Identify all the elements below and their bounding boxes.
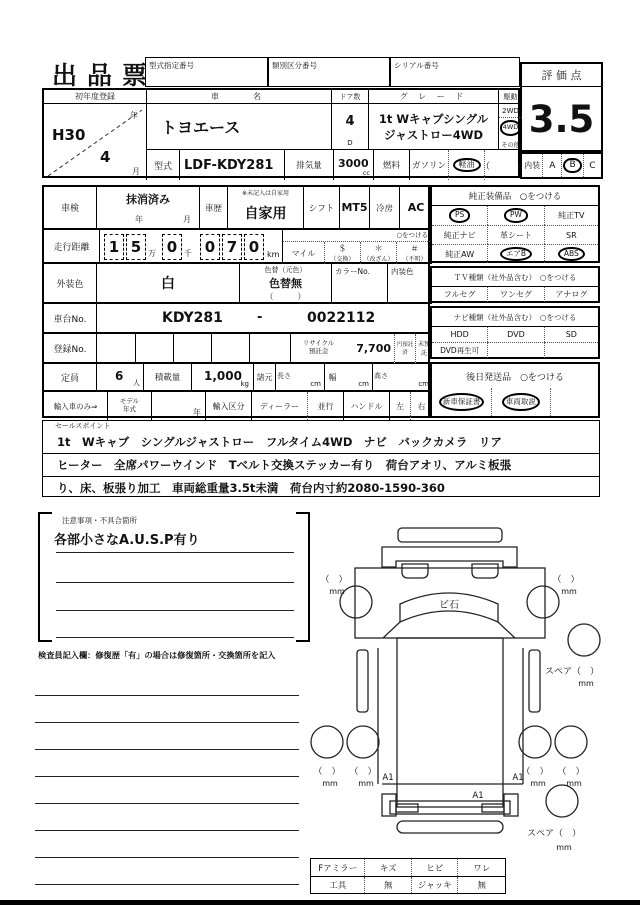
navi-empty-cell: [488, 342, 544, 358]
inspector-note: 検査員記入欄：修復歴「有」の場合は修復箇所・交換箇所を記入: [38, 650, 276, 660]
mile-tampered: ＊ （改ざん）: [361, 242, 397, 264]
interior-color-cell: 内装色: [388, 264, 432, 304]
doors-unit: D: [347, 139, 353, 147]
model-code-value: LDF-KDY281: [180, 150, 285, 180]
equip-sr: SR: [545, 225, 598, 244]
month-unit: 月: [132, 167, 140, 176]
interior-label: 内装: [522, 154, 543, 177]
mileage-digit: 7: [222, 234, 242, 260]
mile-block: [282, 230, 432, 264]
equip-leather: 革シート: [488, 225, 544, 244]
shaken-cell: [97, 187, 200, 230]
model-year-label: モデル 年式: [108, 392, 152, 420]
fuel-paren: （ ）: [481, 161, 527, 172]
tools-value: 無: [365, 877, 412, 893]
mileage-label: 走行距離: [44, 230, 100, 264]
cargo-bed: [397, 638, 503, 807]
tv-type-box: [430, 266, 600, 303]
right-tail-lamp: [482, 804, 504, 812]
equip-aw: 純正AW: [432, 244, 488, 263]
color-no-cell: カラーNo.: [332, 264, 388, 304]
left-tail-lamp: [396, 804, 418, 812]
notes-text: 各部小さなA.U.S.P有り: [54, 533, 200, 548]
equip-pw: PW: [488, 206, 544, 225]
grade-line1: 1t Wキャブシングル: [378, 111, 489, 126]
height-value: cm: [389, 364, 432, 392]
recycle-label: リサイクル 預託金: [290, 334, 346, 364]
doors-value: 4: [345, 113, 355, 129]
main-left-table: [42, 185, 430, 418]
drive-other: その他: [501, 142, 520, 149]
chassis-no-value: KDY281 - 0022112: [97, 304, 432, 334]
displacement-unit: cc: [362, 169, 370, 177]
scan-edge: [0, 900, 640, 905]
mm-label: mm: [561, 587, 577, 596]
write-line: [35, 695, 299, 696]
history-label: 車歴: [200, 187, 228, 230]
capacity-label: 定員: [44, 364, 97, 392]
equipment-header: 純正装備品 ○をつける: [432, 187, 598, 206]
rear-right-outer-wheel: [555, 726, 587, 758]
color-change-value: 色替無: [269, 276, 302, 290]
page-title: 出品票: [52, 61, 158, 90]
front-top-panel: [398, 528, 502, 542]
write-line: [35, 857, 299, 858]
aircon-label: 冷房: [370, 187, 400, 230]
interior-grade-c: C: [589, 160, 596, 171]
rear-left-inner-wheel: [347, 726, 379, 758]
tread-paren: （ ）: [557, 767, 585, 777]
reg-no-value: [97, 334, 290, 364]
left-vent: [402, 564, 428, 578]
mile-exchange: ＄ （交換）: [325, 242, 361, 264]
model-code-label: 型式: [147, 150, 180, 180]
mm-label: mm: [556, 843, 572, 852]
mileage-digit: 0: [244, 234, 264, 260]
rear-bumper-right-cap: [504, 794, 518, 816]
chassis-no-label: 車台No.: [44, 304, 97, 334]
doors-cell: [332, 104, 369, 150]
write-line: [35, 803, 299, 804]
year-unit: 年: [130, 111, 138, 120]
grade-line2: ジャストロー4WD: [383, 127, 483, 142]
mileage-digit: 0: [162, 234, 182, 260]
tread-paren: （ ）: [313, 767, 341, 777]
fuel-gasoline: ガソリン: [410, 150, 449, 180]
stone-chip-label: ビ石: [439, 600, 459, 611]
left-side-guard: [357, 650, 368, 712]
condition-table: [310, 858, 506, 894]
mm-label: mm: [322, 779, 338, 788]
grade-header: グ レ ー ド: [369, 90, 499, 104]
interior-grade-row: [520, 152, 603, 179]
equip-abs: ABS: [545, 244, 598, 263]
history-note: ※未記入は自家用: [241, 190, 290, 197]
mile-unknown: ＃ （不明）: [402, 244, 427, 263]
handle-label: ハンドル: [344, 392, 390, 420]
mm-label: mm: [566, 779, 582, 788]
sales-points-box: [42, 420, 600, 497]
height-label: 高さ: [373, 364, 389, 392]
dims-label: 諸元: [254, 364, 276, 392]
unit-man: 万: [148, 249, 156, 258]
jack-value: 無: [477, 881, 486, 891]
exterior-color-value: 白: [97, 264, 240, 304]
note-line: [56, 637, 294, 638]
history-cell: [228, 187, 304, 230]
capacity-value: 6 人: [97, 364, 144, 392]
scratch-label: キズ: [365, 859, 412, 876]
front-left-wheel: [340, 586, 372, 618]
field-label: 型式指定番号: [149, 61, 194, 70]
shaken-label: 車検: [44, 187, 97, 230]
navi-dvd: DVD: [488, 327, 544, 342]
front-mirror-label: Fアミラー: [311, 859, 365, 876]
later-shipment-box: [430, 362, 600, 418]
handle-right: 右: [417, 401, 426, 411]
shaken-month-unit: 月: [183, 215, 191, 224]
rating-score: 3.5: [528, 97, 595, 141]
width-label: 幅: [325, 364, 340, 392]
fuel-diesel: 軽油: [449, 150, 485, 180]
truck-diagram: [310, 520, 640, 860]
mileage-cell: [100, 230, 282, 264]
aircon-value: AC: [400, 187, 432, 230]
doors-header: ドア数: [332, 90, 369, 104]
tv-oneseg: ワンセグ: [488, 287, 544, 302]
note-line: [56, 582, 294, 583]
mm-label: mm: [329, 587, 345, 596]
navi-type-box: [430, 306, 600, 359]
navi-sd: SD: [565, 330, 577, 339]
displacement-label: 排気量: [285, 150, 334, 180]
a1-center-label: A1: [472, 791, 484, 801]
right-side-guard: [529, 650, 540, 712]
mileage-digit: 1: [104, 234, 124, 260]
tread-paren: （ ）: [349, 767, 377, 777]
a1-right-label: A1: [512, 773, 524, 783]
navi-type-header: ナビ種類（社外品含む） ○をつける: [432, 308, 598, 327]
spare-label: スペア（ ）: [526, 829, 582, 839]
write-line: [35, 830, 299, 831]
exterior-color-label: 外装色: [44, 264, 97, 304]
recycle-unpaid: 未預託: [415, 334, 432, 364]
circle-note: ○をつける: [283, 230, 432, 242]
navi-dvd-play: DVD再生可: [432, 342, 488, 358]
interior-grade-b: B: [562, 154, 583, 177]
sales-line-2: ヒーター 全席パワーウインド Tベルト交換ステッカー有り 荷台アオリ、アルミ板張: [43, 454, 599, 477]
color-change-header: 色替（元色）: [264, 265, 307, 274]
tools-label: 工具: [311, 877, 365, 893]
fuel-label: 燃料: [374, 150, 410, 180]
side-rails: [378, 648, 523, 784]
tread-paren: （ ）: [552, 575, 580, 585]
length-value: cm: [292, 364, 325, 392]
equip-airbag: エアB: [488, 244, 544, 263]
note-line: [56, 552, 294, 553]
drive-header: 駆動: [499, 90, 522, 104]
grade-cell: [369, 104, 499, 150]
field-label: 類別区分番号: [272, 61, 317, 70]
jack-label: ジャッキ: [412, 877, 459, 893]
notes-box: [38, 512, 310, 642]
import-parallel: 並行: [308, 392, 344, 420]
navi-empty-cell: [545, 342, 598, 358]
shaken-year-unit: 年: [135, 215, 143, 224]
field-model-designation-no: [145, 57, 268, 87]
first-registration-cell: [44, 104, 147, 180]
length-label: 長さ: [276, 364, 292, 392]
notes-label: 注意事項・不具合箇所: [62, 516, 137, 525]
tv-analog: アナログ: [555, 290, 588, 299]
break-label: ワレ: [473, 863, 491, 874]
write-line: [35, 722, 299, 723]
write-line: [35, 749, 299, 750]
recycle-paid: 円預託済: [394, 334, 415, 364]
field-label: シリアル番号: [394, 61, 439, 70]
later-empty-cell: [551, 388, 598, 416]
mile-label: マイル: [283, 242, 325, 264]
drive-2wd: 2WD: [499, 104, 522, 118]
handle-left: 左: [390, 392, 411, 420]
equip-ps: PS: [432, 206, 488, 225]
a1-left-label: A1: [382, 773, 394, 783]
shaken-value: 抹消済み: [126, 193, 170, 206]
rating-header: 評 価 点: [522, 64, 601, 87]
mm-label: mm: [578, 679, 594, 688]
later-manual: 車両取説: [492, 388, 550, 416]
car-name-header: 車 名: [147, 90, 332, 104]
field-serial-no: [390, 57, 520, 87]
reg-no-label: 登録No.: [44, 334, 97, 364]
unit-km: km: [267, 250, 280, 259]
sales-line-1: 1t Wキャブ シングルジャストロー フルタイム4WD ナビ バックカメラ リア: [43, 431, 599, 454]
tv-fullseg: フルセグ: [432, 287, 488, 302]
rear-lower-bar: [397, 821, 503, 833]
load-value: 1,000 kg: [192, 364, 254, 392]
a-pillars: [383, 622, 515, 638]
unit-sen: 千: [184, 249, 192, 258]
navi-hdd: HDD: [432, 327, 488, 342]
rating-box: [520, 62, 603, 152]
width-value: cm: [340, 364, 373, 392]
mm-label: mm: [530, 779, 546, 788]
car-name-cell: [147, 104, 332, 150]
load-label: 積載量: [144, 364, 192, 392]
equip-tv: 純正TV: [558, 211, 585, 220]
shift-value: MT5: [340, 187, 370, 230]
tread-paren: （ ）: [320, 575, 348, 585]
spare-label: スペア（ ）: [544, 667, 600, 677]
car-name: トヨエース: [161, 118, 241, 137]
model-year-value: 年: [152, 392, 206, 420]
spare-tire-1: [568, 624, 600, 656]
write-line: [35, 776, 299, 777]
first-registration-header: 初年度登録: [44, 90, 147, 104]
interior-grade-a: A: [543, 154, 562, 177]
color-change-paren: （ ）: [265, 291, 306, 301]
import-type-label: 輸入区分: [206, 392, 252, 420]
mileage-digit: 5: [126, 234, 146, 260]
mm-label: mm: [358, 779, 374, 788]
tv-type-header: ＴＶ種類（社外品含む） ○をつける: [432, 268, 598, 287]
history-value: 自家用: [244, 206, 287, 222]
mileage-digit: 0: [200, 234, 220, 260]
front-right-wheel: [527, 586, 559, 618]
tread-paren: （ ）: [521, 767, 549, 777]
color-change-cell: [240, 264, 332, 304]
write-line: [35, 884, 299, 885]
later-warranty: 新車保証書: [432, 388, 492, 416]
later-shipment-header: 後日発送品 ○をつける: [466, 372, 564, 383]
shift-label: シフト: [304, 187, 340, 230]
drive-cell: [499, 104, 522, 150]
crack-label: ヒビ: [412, 859, 459, 876]
equipment-box: [430, 185, 600, 263]
displacement-value: 3000 cc: [334, 150, 374, 180]
recycle-value: 7,700: [346, 334, 394, 364]
equip-navi: 純正ナビ: [432, 225, 488, 244]
sales-line-3: り、床、板張り加工 車両総重量3.5t未満 荷台内寸約2080-1590-360: [57, 481, 445, 495]
first-reg-year: H30: [52, 126, 86, 144]
sales-points-label: セールスポイント: [55, 422, 111, 430]
import-only-label: 輸入車のみ⇒: [44, 392, 108, 420]
right-vent: [472, 564, 498, 578]
note-line: [56, 610, 294, 611]
rear-bumper-left-cap: [382, 794, 396, 816]
rear-left-outer-wheel: [311, 726, 343, 758]
drive-4wd: 4WD: [499, 118, 522, 138]
import-dealer: ディーラー: [252, 392, 308, 420]
rear-right-inner-wheel: [519, 726, 551, 758]
field-class-section-no: [268, 57, 390, 87]
vehicle-table: [42, 88, 527, 178]
first-reg-month: 4: [100, 148, 111, 166]
spare-tire-2: [546, 785, 578, 817]
